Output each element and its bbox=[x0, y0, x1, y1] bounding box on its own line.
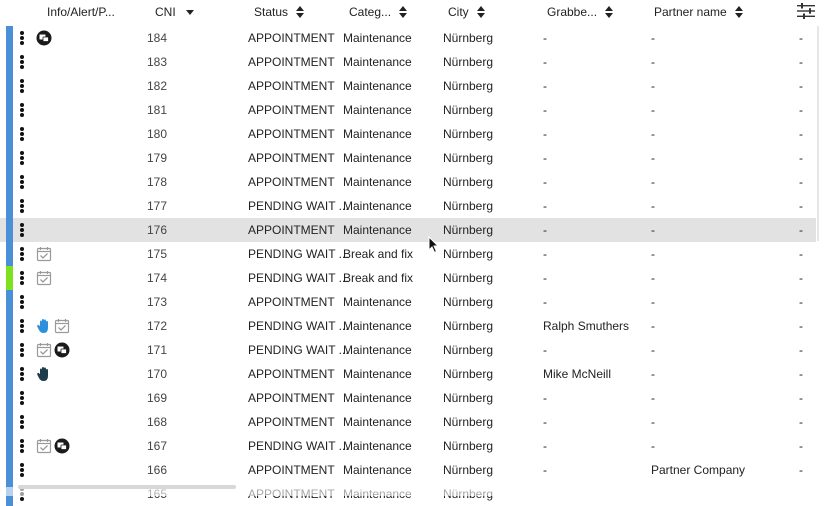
row-menu-icon[interactable] bbox=[20, 127, 24, 141]
status-cell: APPOINTMENT bbox=[248, 103, 335, 117]
cni-cell: 181 bbox=[147, 103, 168, 117]
status-cell: APPOINTMENT bbox=[248, 463, 335, 477]
extra-cell: - bbox=[799, 247, 803, 261]
table-header bbox=[0, 0, 824, 26]
cni-cell: 167 bbox=[147, 439, 168, 453]
city-cell: Nürnberg bbox=[443, 463, 494, 477]
status-cell: APPOINTMENT bbox=[248, 151, 335, 165]
extra-cell: - bbox=[799, 175, 803, 189]
info-icons bbox=[36, 30, 52, 46]
row-menu-icon[interactable] bbox=[20, 271, 24, 285]
extra-cell: - bbox=[799, 343, 803, 357]
cni-cell: 166 bbox=[147, 463, 168, 477]
category-cell: Maintenance bbox=[343, 391, 412, 405]
partner-cell: - bbox=[651, 319, 655, 333]
row-menu-icon[interactable] bbox=[20, 247, 24, 261]
cni-cell: 176 bbox=[147, 223, 168, 237]
row-menu-icon[interactable] bbox=[20, 151, 24, 165]
table-row[interactable] bbox=[0, 146, 816, 170]
status-cell: PENDING WAIT ... bbox=[248, 319, 349, 333]
category-cell: Maintenance bbox=[343, 127, 412, 141]
column-header-partner-label: Partner name bbox=[654, 5, 727, 19]
table-row[interactable] bbox=[0, 338, 816, 362]
extra-cell: - bbox=[799, 55, 803, 69]
table-row[interactable] bbox=[0, 410, 816, 434]
table-row[interactable] bbox=[0, 170, 816, 194]
category-cell: Maintenance bbox=[343, 343, 412, 357]
grabber-cell: - bbox=[543, 127, 547, 141]
table-body bbox=[0, 26, 824, 496]
row-menu-icon[interactable] bbox=[20, 319, 24, 333]
hand-blue-icon[interactable] bbox=[36, 318, 52, 334]
extra-cell: - bbox=[799, 391, 803, 405]
partner-cell: - bbox=[651, 199, 655, 213]
row-menu-icon[interactable] bbox=[20, 31, 24, 45]
table-row[interactable] bbox=[0, 98, 816, 122]
cni-cell: 178 bbox=[147, 175, 168, 189]
category-cell: Maintenance bbox=[343, 295, 412, 309]
grabber-cell: - bbox=[543, 199, 547, 213]
column-header-info-label: Info/Alert/P... bbox=[47, 5, 115, 19]
calendar-check-icon[interactable] bbox=[36, 438, 52, 454]
grabber-cell: Ralph Smuthers bbox=[543, 319, 630, 333]
partner-cell: Partner Company bbox=[651, 463, 746, 477]
cni-cell: 170 bbox=[147, 367, 168, 381]
city-cell: Nürnberg bbox=[443, 151, 494, 165]
column-header-grabber-label: Grabbe... bbox=[547, 5, 598, 19]
extra-cell: - bbox=[799, 151, 803, 165]
extra-cell: - bbox=[799, 103, 803, 117]
extra-cell: - bbox=[799, 367, 803, 381]
cni-cell: 177 bbox=[147, 199, 168, 213]
city-cell: Nürnberg bbox=[443, 55, 494, 69]
extra-cell: - bbox=[799, 127, 803, 141]
partner-cell: - bbox=[651, 151, 655, 165]
grabber-cell: - bbox=[543, 79, 547, 93]
status-stripe bbox=[6, 170, 13, 194]
status-cell: PENDING WAIT ... bbox=[248, 343, 349, 357]
info-icons bbox=[36, 366, 52, 382]
cni-cell: 182 bbox=[147, 79, 168, 93]
extra-cell: - bbox=[799, 79, 803, 93]
sort-descending-icon[interactable] bbox=[186, 10, 194, 15]
table-row[interactable] bbox=[0, 434, 816, 458]
table-row[interactable] bbox=[0, 218, 816, 242]
grabber-cell: - bbox=[543, 343, 547, 357]
row-menu-icon[interactable] bbox=[20, 343, 24, 357]
city-cell: Nürnberg bbox=[443, 439, 494, 453]
category-cell: Maintenance bbox=[343, 367, 412, 381]
grabber-cell: - bbox=[543, 223, 547, 237]
grabber-cell: - bbox=[543, 55, 547, 69]
calendar-check-icon[interactable] bbox=[36, 270, 52, 286]
city-cell: Nürnberg bbox=[443, 271, 494, 285]
table-row[interactable] bbox=[0, 26, 816, 50]
city-cell: Nürnberg bbox=[443, 415, 494, 429]
status-cell: APPOINTMENT bbox=[248, 55, 335, 69]
calendar-check-icon[interactable] bbox=[36, 342, 52, 358]
status-cell: APPOINTMENT bbox=[248, 295, 335, 309]
cni-cell: 184 bbox=[147, 31, 168, 45]
info-icons bbox=[36, 342, 70, 358]
column-header-status-label: Status bbox=[254, 5, 289, 19]
row-menu-icon[interactable] bbox=[20, 199, 24, 213]
table-row[interactable] bbox=[0, 386, 816, 410]
partner-cell: - bbox=[651, 343, 655, 357]
sort-icon[interactable] bbox=[399, 6, 407, 18]
extra-cell: - bbox=[799, 463, 803, 477]
status-stripe bbox=[6, 98, 13, 122]
mouse-cursor-icon bbox=[428, 236, 440, 254]
column-header-city-label: City bbox=[448, 5, 469, 19]
partner-icon[interactable] bbox=[36, 30, 52, 46]
status-stripe bbox=[6, 26, 13, 50]
city-cell: Nürnberg bbox=[443, 319, 494, 333]
table-row[interactable] bbox=[0, 314, 816, 338]
partner-cell: - bbox=[651, 247, 655, 261]
category-cell: Maintenance bbox=[343, 151, 412, 165]
partner-cell: - bbox=[651, 103, 655, 117]
grabber-cell: - bbox=[543, 175, 547, 189]
partner-cell: - bbox=[651, 223, 655, 237]
sort-icon[interactable] bbox=[296, 6, 304, 18]
partner-cell: - bbox=[651, 439, 655, 453]
column-header-category-label: Categ... bbox=[349, 5, 392, 19]
partner-icon[interactable] bbox=[54, 342, 70, 358]
grabber-cell: - bbox=[543, 103, 547, 117]
status-stripe bbox=[6, 218, 13, 242]
extra-cell: - bbox=[799, 415, 803, 429]
status-cell: APPOINTMENT bbox=[248, 79, 335, 93]
cni-cell: 174 bbox=[147, 271, 168, 285]
city-cell: Nürnberg bbox=[443, 223, 494, 237]
cni-cell: 180 bbox=[147, 127, 168, 141]
status-cell: PENDING WAIT ... bbox=[248, 271, 349, 285]
category-cell: Break and fix bbox=[343, 271, 414, 285]
info-icons bbox=[36, 438, 70, 454]
info-icons bbox=[36, 270, 52, 286]
status-cell: APPOINTMENT bbox=[248, 127, 335, 141]
column-header-category[interactable] bbox=[349, 4, 407, 20]
extra-cell: - bbox=[799, 223, 803, 237]
partner-cell: - bbox=[651, 127, 655, 141]
row-menu-icon[interactable] bbox=[20, 367, 24, 381]
column-header-partner[interactable] bbox=[654, 4, 743, 20]
row-menu-icon[interactable] bbox=[20, 175, 24, 189]
cni-cell: 172 bbox=[147, 319, 168, 333]
grabber-cell: - bbox=[543, 247, 547, 261]
vertical-scrollbar[interactable] bbox=[817, 26, 819, 241]
hand-dark-icon[interactable] bbox=[36, 366, 52, 382]
cni-cell: 171 bbox=[147, 343, 168, 357]
status-cell: PENDING WAIT ... bbox=[248, 199, 349, 213]
table-row[interactable] bbox=[0, 362, 816, 386]
row-menu-icon[interactable] bbox=[20, 55, 24, 69]
grabber-cell: - bbox=[543, 415, 547, 429]
sort-icon[interactable] bbox=[605, 6, 613, 18]
status-stripe bbox=[6, 386, 13, 410]
cni-cell: 179 bbox=[147, 151, 168, 165]
category-cell: Maintenance bbox=[343, 415, 412, 429]
grabber-cell: - bbox=[543, 151, 547, 165]
column-header-cni-label: CNI bbox=[155, 5, 176, 19]
extra-cell: - bbox=[799, 271, 803, 285]
grabber-cell: - bbox=[543, 439, 547, 453]
status-stripe bbox=[6, 434, 13, 458]
grabber-cell: - bbox=[543, 463, 547, 477]
grabber-cell: - bbox=[543, 31, 547, 45]
status-stripe bbox=[6, 242, 13, 266]
category-cell: Maintenance bbox=[343, 463, 412, 477]
calendar-check-icon[interactable] bbox=[54, 318, 70, 334]
status-cell: PENDING WAIT ... bbox=[248, 439, 349, 453]
column-settings-icon[interactable] bbox=[797, 3, 815, 19]
row-menu-icon[interactable] bbox=[20, 103, 24, 117]
table-row[interactable] bbox=[0, 266, 816, 290]
city-cell: Nürnberg bbox=[443, 79, 494, 93]
status-cell: APPOINTMENT bbox=[248, 415, 335, 429]
city-cell: Nürnberg bbox=[443, 31, 494, 45]
status-stripe bbox=[6, 314, 13, 338]
status-cell: APPOINTMENT bbox=[248, 223, 335, 237]
column-header-city[interactable] bbox=[448, 4, 485, 20]
cni-cell: 183 bbox=[147, 55, 168, 69]
city-cell: Nürnberg bbox=[443, 175, 494, 189]
city-cell: Nürnberg bbox=[443, 199, 494, 213]
status-stripe bbox=[6, 362, 13, 386]
partner-cell: - bbox=[651, 175, 655, 189]
grabber-cell: - bbox=[543, 271, 547, 285]
status-cell: APPOINTMENT bbox=[248, 367, 335, 381]
category-cell: Maintenance bbox=[343, 103, 412, 117]
category-cell: Maintenance bbox=[343, 55, 412, 69]
partner-cell: - bbox=[651, 271, 655, 285]
row-menu-icon[interactable] bbox=[20, 295, 24, 309]
category-cell: Maintenance bbox=[343, 223, 412, 237]
status-cell: APPOINTMENT bbox=[248, 175, 335, 189]
status-stripe bbox=[6, 266, 13, 290]
table-row[interactable] bbox=[0, 290, 816, 314]
calendar-check-icon[interactable] bbox=[36, 246, 52, 262]
category-cell: Break and fix bbox=[343, 247, 414, 261]
column-header-status[interactable] bbox=[254, 4, 304, 20]
status-cell: PENDING WAIT ... bbox=[248, 247, 349, 261]
status-stripe bbox=[6, 290, 13, 314]
status-cell: APPOINTMENT bbox=[248, 31, 335, 45]
category-cell: Maintenance bbox=[343, 199, 412, 213]
table-row[interactable] bbox=[0, 50, 816, 74]
partner-cell: - bbox=[651, 79, 655, 93]
table-row[interactable] bbox=[0, 122, 816, 146]
row-menu-icon[interactable] bbox=[20, 223, 24, 237]
extra-cell: - bbox=[799, 439, 803, 453]
grabber-cell: Mike McNeill bbox=[543, 367, 612, 381]
table-row[interactable] bbox=[0, 242, 816, 266]
grabber-cell: - bbox=[543, 295, 547, 309]
status-stripe bbox=[6, 146, 13, 170]
cni-cell: 169 bbox=[147, 391, 168, 405]
category-cell: Maintenance bbox=[343, 31, 412, 45]
status-stripe bbox=[6, 338, 13, 362]
sort-icon[interactable] bbox=[477, 6, 485, 18]
column-header-cni[interactable] bbox=[155, 4, 194, 20]
grabber-cell: - bbox=[543, 391, 547, 405]
status-stripe bbox=[6, 74, 13, 98]
column-header-info[interactable] bbox=[47, 4, 115, 20]
status-stripe bbox=[6, 194, 13, 218]
city-cell: Nürnberg bbox=[443, 127, 494, 141]
extra-cell: - bbox=[799, 295, 803, 309]
category-cell: Maintenance bbox=[343, 175, 412, 189]
row-menu-icon[interactable] bbox=[20, 463, 24, 477]
city-cell: Nürnberg bbox=[443, 367, 494, 381]
cni-cell: 173 bbox=[147, 295, 168, 309]
category-cell: Maintenance bbox=[343, 439, 412, 453]
partner-cell: - bbox=[651, 367, 655, 381]
extra-cell: - bbox=[799, 319, 803, 333]
cni-cell: 168 bbox=[147, 415, 168, 429]
partner-cell: - bbox=[651, 415, 655, 429]
row-menu-icon[interactable] bbox=[20, 415, 24, 429]
extra-cell: - bbox=[799, 31, 803, 45]
cni-cell: 175 bbox=[147, 247, 168, 261]
column-header-grabber[interactable] bbox=[547, 4, 613, 20]
partner-cell: - bbox=[651, 55, 655, 69]
status-stripe bbox=[6, 122, 13, 146]
extra-cell: - bbox=[799, 199, 803, 213]
info-icons bbox=[36, 246, 52, 262]
partner-icon[interactable] bbox=[54, 438, 70, 454]
status-stripe bbox=[6, 50, 13, 74]
horizontal-scrollbar[interactable] bbox=[18, 485, 236, 489]
table-row[interactable] bbox=[0, 74, 816, 98]
table-row[interactable] bbox=[0, 458, 816, 482]
table-row[interactable] bbox=[0, 194, 816, 218]
category-cell: Maintenance bbox=[343, 319, 412, 333]
row-menu-icon[interactable] bbox=[20, 391, 24, 405]
status-cell: APPOINTMENT bbox=[248, 391, 335, 405]
city-cell: Nürnberg bbox=[443, 391, 494, 405]
city-cell: Nürnberg bbox=[443, 247, 494, 261]
status-stripe bbox=[6, 410, 13, 434]
sort-icon[interactable] bbox=[735, 6, 743, 18]
category-cell: Maintenance bbox=[343, 79, 412, 93]
city-cell: Nürnberg bbox=[443, 103, 494, 117]
row-menu-icon[interactable] bbox=[20, 439, 24, 453]
partner-cell: - bbox=[651, 31, 655, 45]
partner-cell: - bbox=[651, 295, 655, 309]
city-cell: Nürnberg bbox=[443, 295, 494, 309]
info-icons bbox=[36, 318, 70, 334]
status-stripe bbox=[6, 458, 13, 482]
partner-cell: - bbox=[651, 391, 655, 405]
city-cell: Nürnberg bbox=[443, 343, 494, 357]
row-menu-icon[interactable] bbox=[20, 79, 24, 93]
